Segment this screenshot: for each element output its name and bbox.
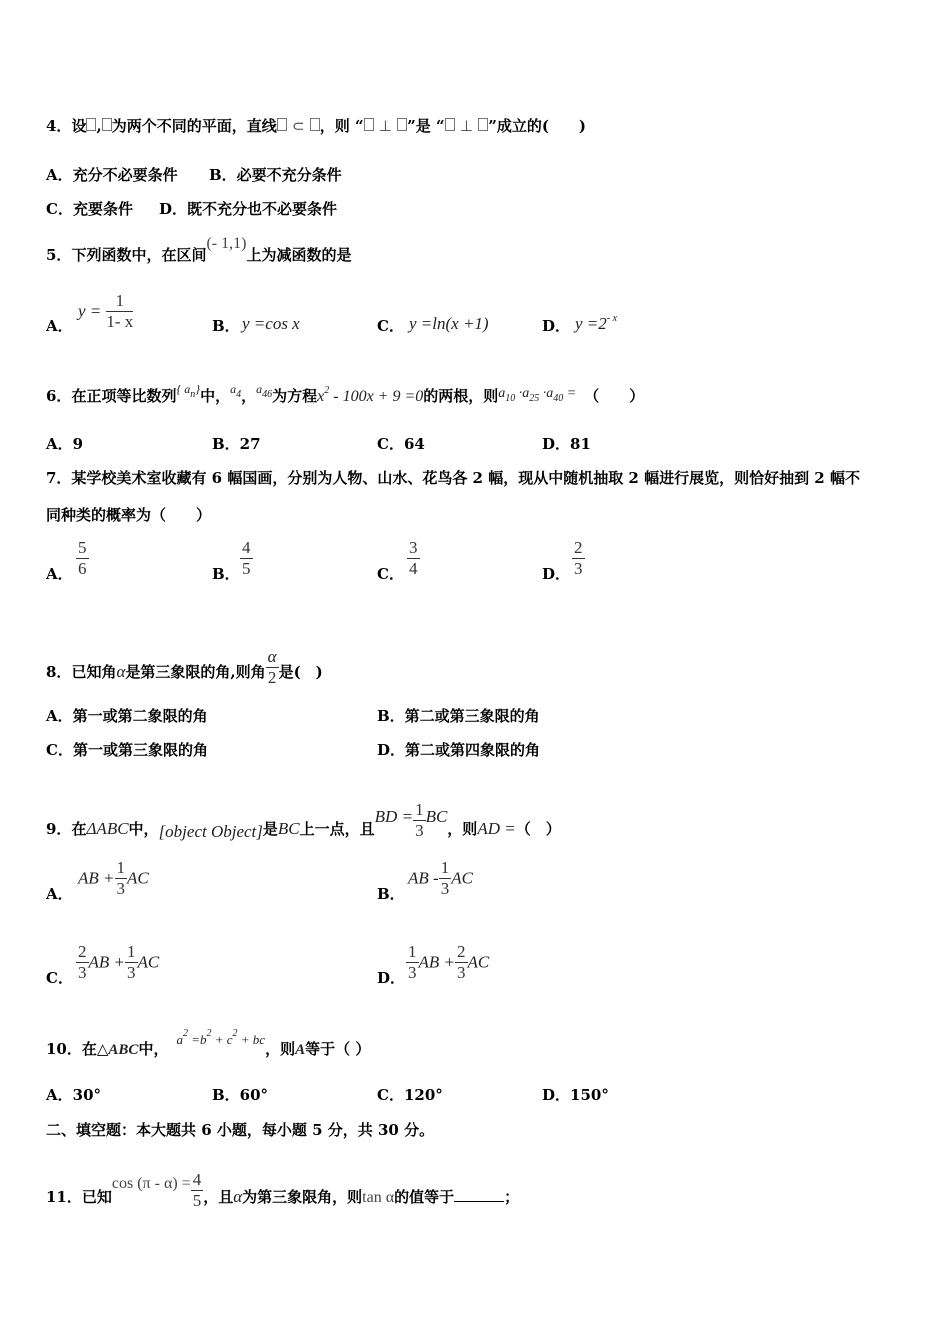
q9-option-a-label: A． xyxy=(46,885,73,903)
fraction-numerator: 2 xyxy=(457,942,466,961)
q10-option-d: D．150° xyxy=(542,1086,609,1104)
q6-option-b: B．27 xyxy=(212,435,261,453)
q9-bd: BD = xyxy=(374,807,414,826)
fraction-numerator: 2 xyxy=(574,538,583,557)
expr: AC xyxy=(127,868,149,888)
fraction-denominator: 5 xyxy=(192,1191,202,1210)
q9-option-a xyxy=(78,858,149,899)
a: a xyxy=(176,1032,183,1047)
q9-option-b xyxy=(408,858,473,899)
fraction-numerator: 3 xyxy=(409,538,418,557)
missing-glyph-icon xyxy=(102,118,112,131)
fraction-denominator: 4 xyxy=(409,559,418,578)
question-7-line-1: 7．某学校美术室收藏有 6 幅国画，分别为人物、山水、花鸟各 2 幅，现从中随机抽取 2 幅进行展览，则恰好抽到 2 幅不 xyxy=(46,469,860,487)
q7-option-b-label: B． xyxy=(212,565,240,583)
q7-option-c xyxy=(407,538,420,579)
q8-text: 是第三象限的角,则角 xyxy=(125,663,266,681)
question-10 xyxy=(46,1028,371,1062)
q5-number: 5． xyxy=(46,246,72,264)
question-5 xyxy=(46,235,352,266)
q9-ad: AD = xyxy=(477,819,516,838)
fraction-numerator: 1 xyxy=(127,942,136,961)
q5-option-b-label: B． xyxy=(212,317,240,335)
q9-bc: BC xyxy=(425,807,448,826)
q5-option-c-label: C． xyxy=(377,317,404,335)
fraction-numerator: 5 xyxy=(78,538,87,557)
q6-text: 为方程 xyxy=(272,387,318,405)
sup: 2 xyxy=(324,385,330,396)
missing-glyph-icon xyxy=(445,118,455,131)
fraction-denominator: 3 xyxy=(116,879,125,898)
q5-a-lhs: y = xyxy=(78,301,102,321)
expr: AC xyxy=(467,952,490,972)
q8-option-c: C．第一或第三象限的角 xyxy=(46,741,208,759)
a: ·a xyxy=(542,386,554,401)
q6-number: 6． xyxy=(46,387,72,405)
fraction-denominator: 1- x xyxy=(106,312,134,331)
q8-text: 是( ) xyxy=(278,663,323,681)
q9-text: （ ） xyxy=(515,820,561,838)
eq: + c xyxy=(211,1032,233,1047)
q9-option-d-label: D． xyxy=(377,969,406,987)
q9-triangle: ΔABC xyxy=(86,819,129,838)
q7-option-b xyxy=(240,538,253,579)
q6-text: （ ） xyxy=(584,387,645,405)
a: a xyxy=(256,382,263,396)
q8-option-d: D．第二或第四象限的角 xyxy=(377,741,541,759)
fraction xyxy=(115,858,128,899)
q11-text: ，且 xyxy=(203,1188,234,1206)
q6-text: 的两根，则 xyxy=(423,387,499,405)
q5-option-a xyxy=(78,291,133,332)
q11-fraction xyxy=(191,1170,204,1211)
q8-option-b: B．第二或第三象限的角 xyxy=(377,707,540,725)
q4-text: 设 xyxy=(71,117,87,135)
seq-brace: } xyxy=(195,382,201,396)
q11-text: 的值等于 xyxy=(394,1188,455,1206)
fraction xyxy=(455,942,468,983)
answer-blank[interactable] xyxy=(454,1187,504,1202)
q11-tan: tan α xyxy=(362,1189,395,1206)
q5-interval: (- 1,1) xyxy=(206,235,247,252)
q4-option-b: B．必要不充分条件 xyxy=(209,166,342,184)
q6-product xyxy=(498,386,577,404)
q8-alpha: α xyxy=(116,662,126,681)
expr: AB + xyxy=(88,952,125,972)
expr: AC xyxy=(137,952,160,972)
missing-glyph-icon xyxy=(86,118,96,131)
q11-alpha: α xyxy=(233,1187,243,1206)
q9-option-d xyxy=(406,942,489,983)
seq-sub: n xyxy=(190,389,196,400)
q11-text: 为第三象限角，则 xyxy=(242,1188,363,1206)
missing-glyph-icon xyxy=(364,118,374,131)
q4-text: 为两个不同的平面，直线 xyxy=(111,117,277,135)
q7-option-d xyxy=(572,538,585,579)
expr: AB + xyxy=(78,868,115,888)
sub: 46 xyxy=(262,389,273,400)
q5-text: 下列函数中，在区间 xyxy=(71,246,207,264)
q10-text: 等于（ ） xyxy=(305,1040,371,1058)
q6-text: ， xyxy=(241,387,257,405)
sub: 25 xyxy=(529,393,540,404)
sup: 2 xyxy=(232,1028,238,1039)
q4-option-a: A．充分不必要条件 xyxy=(46,166,178,184)
fraction-denominator: 3 xyxy=(127,963,136,982)
q4-text: ，则 “ xyxy=(319,117,364,135)
missing-glyph-icon xyxy=(310,118,320,131)
missing-glyph-icon xyxy=(397,118,407,131)
q7-option-a-label: A． xyxy=(46,565,73,583)
sup: 2 xyxy=(206,1028,212,1039)
q6-text: 中， xyxy=(200,387,231,405)
eq: + bc xyxy=(237,1032,266,1047)
q6-option-d: D．81 xyxy=(542,435,591,453)
q9-option-c xyxy=(76,942,159,983)
missing-glyph-icon xyxy=(478,118,488,131)
q5-option-b: y =cos x xyxy=(242,314,300,333)
question-11 xyxy=(46,1170,519,1211)
q11-text: 已知 xyxy=(81,1188,112,1206)
q9-segment-bc: BC xyxy=(277,819,300,838)
q9-option-c-label: C． xyxy=(46,969,73,987)
sup: 2 xyxy=(182,1028,188,1039)
q10-option-c: C．120° xyxy=(377,1086,443,1104)
fraction xyxy=(125,942,138,983)
q10-abc: ABC xyxy=(108,1042,139,1058)
q9-option-b-label: B． xyxy=(377,885,405,903)
a: ·a xyxy=(518,386,530,401)
q6-option-c: C．64 xyxy=(377,435,425,453)
expr: AC xyxy=(451,868,473,888)
fraction-denominator: 2 xyxy=(267,668,277,687)
q9-text: ，则 xyxy=(447,820,478,838)
fraction-denominator: 3 xyxy=(574,559,583,578)
seq-a: { a xyxy=(176,382,191,396)
expr: AB + xyxy=(418,952,455,972)
missing-glyph-icon xyxy=(277,118,287,131)
fraction-denominator: 3 xyxy=(78,963,87,982)
q5-d-exponent: - x xyxy=(606,313,618,324)
q8-fraction xyxy=(266,647,279,688)
fraction-numerator: 1 xyxy=(440,858,450,877)
sub: 4 xyxy=(236,389,242,400)
q6-sequence xyxy=(176,382,201,400)
eq: = xyxy=(566,386,577,401)
q9-text: 是 xyxy=(262,820,278,838)
q4-option-d: D．既不充分也不必要条件 xyxy=(159,200,338,218)
q6-equation xyxy=(317,385,424,405)
fraction-denominator: 6 xyxy=(78,559,87,578)
q5-text: 上为减函数的是 xyxy=(246,246,352,264)
q4-text: ”成立的( ) xyxy=(488,117,587,135)
q10-number: 10． xyxy=(46,1040,82,1058)
fraction xyxy=(76,942,89,983)
fraction-numerator: 4 xyxy=(192,1170,202,1189)
q6-text: 在正项等比数列 xyxy=(71,387,177,405)
fraction-numerator: 4 xyxy=(242,538,251,557)
a: a xyxy=(498,386,506,401)
q11-cos-expression: cos (π - α) = xyxy=(111,1175,191,1192)
fraction-denominator: 5 xyxy=(242,559,251,578)
question-4: 4．设 , 为两个不同的平面，直线 ⊂ ，则 “ ⊥ ”是 “ ⊥ ”成立的( ) xyxy=(46,117,587,135)
fraction-denominator: 3 xyxy=(440,879,450,898)
q10-option-b: B．60° xyxy=(212,1086,269,1104)
q7-option-a xyxy=(76,538,89,579)
q10-equation xyxy=(176,1028,266,1047)
q4-text: ”是 “ xyxy=(407,117,445,135)
fraction-denominator: 3 xyxy=(415,821,424,840)
fraction-numerator: 1 xyxy=(116,858,125,877)
fraction xyxy=(406,942,419,983)
question-6 xyxy=(46,382,645,409)
fraction xyxy=(439,858,452,899)
q5-a-fraction xyxy=(106,291,133,332)
q6-a4 xyxy=(230,382,242,400)
q5-option-d-label: D． xyxy=(542,317,571,335)
q5-option-c: y =ln(x +1) xyxy=(409,314,489,333)
x: x xyxy=(317,388,325,405)
q10-text: ，则 xyxy=(265,1040,296,1058)
fraction-numerator: 1 xyxy=(106,291,133,312)
q5-option-d xyxy=(575,314,617,334)
section-heading: 二、填空题：本大题共 6 小题，每小题 5 分，共 30 分。 xyxy=(46,1121,435,1139)
q9-text: 上一点，且 xyxy=(299,820,375,838)
a: a xyxy=(230,382,237,396)
q6-option-a: A．9 xyxy=(46,435,84,453)
q8-option-a: A．第一或第二象限的角 xyxy=(46,707,208,725)
q11-number: 11． xyxy=(46,1188,82,1206)
q10-text: 在△ xyxy=(81,1040,109,1058)
q8-text: 已知角 xyxy=(71,663,117,681)
q5-option-a-label: A． xyxy=(46,317,73,335)
q10-angle-a: A xyxy=(295,1042,306,1058)
q6-a46 xyxy=(256,382,273,400)
question-8 xyxy=(46,647,323,688)
q11-text: ； xyxy=(504,1188,520,1206)
fraction-numerator: 1 xyxy=(415,800,424,819)
fraction-denominator: 3 xyxy=(457,963,466,982)
q9-point-d: [object Object] xyxy=(158,822,263,841)
q7-option-c-label: C． xyxy=(377,565,404,583)
eq-rest: - 100x + 9 =0 xyxy=(333,388,424,405)
fraction-numerator: 2 xyxy=(78,942,87,961)
fraction-numerator: α xyxy=(267,647,277,666)
q9-text: 在 xyxy=(71,820,87,838)
expr: AB - xyxy=(408,868,439,888)
q10-text: 中， xyxy=(138,1040,169,1058)
question-9 xyxy=(46,800,561,841)
eq: =b xyxy=(187,1032,207,1047)
q5-d-base: y =2 xyxy=(575,314,607,333)
q9-number: 9． xyxy=(46,820,72,838)
q10-option-a: A．30° xyxy=(46,1086,102,1104)
fraction-denominator: 3 xyxy=(408,963,417,982)
q4-number: 4． xyxy=(46,117,72,135)
sub: 40 xyxy=(553,393,564,404)
fraction-numerator: 1 xyxy=(408,942,417,961)
q4-option-c: C．充要条件 xyxy=(46,200,133,218)
sub: 10 xyxy=(505,393,516,404)
q9-bd-fraction xyxy=(413,800,426,841)
q8-number: 8． xyxy=(46,663,72,681)
q7-option-d-label: D． xyxy=(542,565,571,583)
q9-text: 中， xyxy=(128,820,159,838)
question-7-line-2: 同种类的概率为（ ） xyxy=(46,506,212,524)
